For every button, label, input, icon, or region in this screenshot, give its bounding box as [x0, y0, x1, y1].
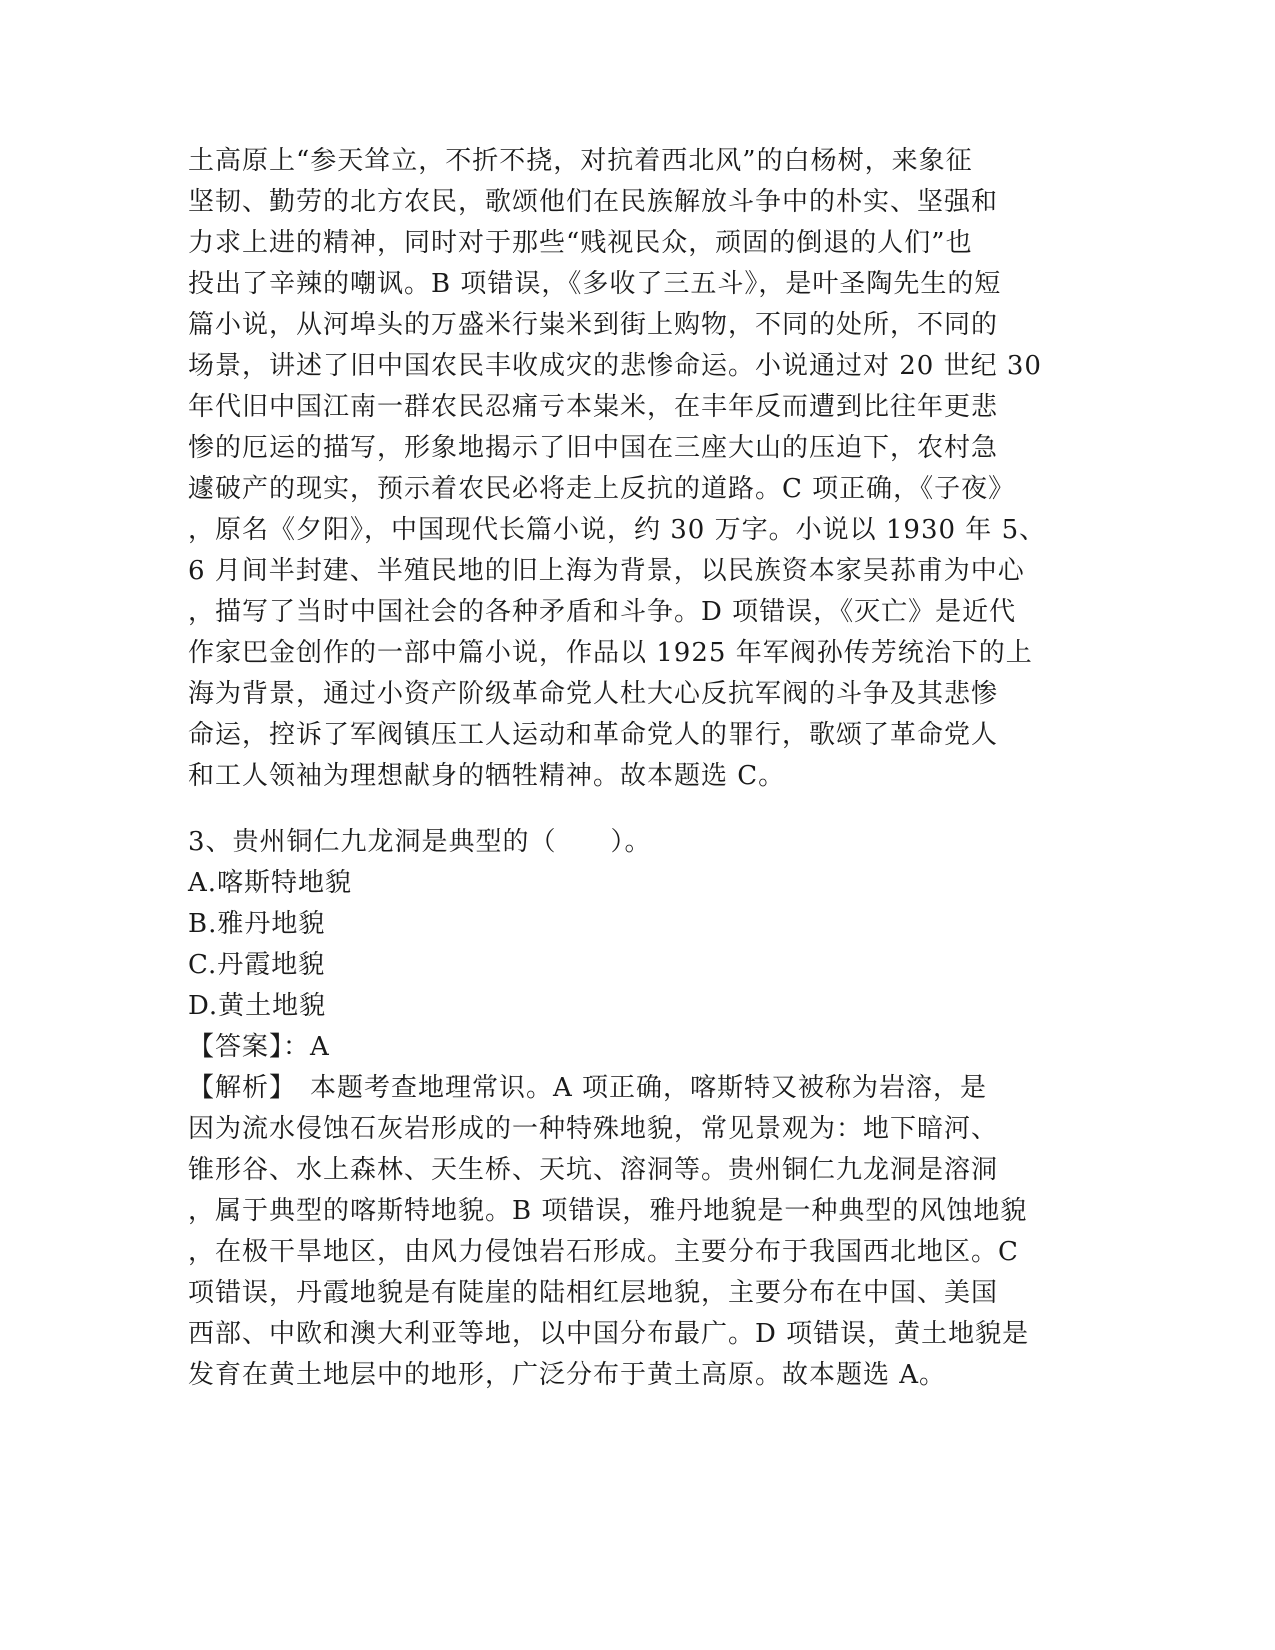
- option-d: D.黄土地貌: [188, 991, 327, 1021]
- answer-line: 【答案】：A: [188, 1032, 330, 1062]
- paragraph-line: 作家巴金创作的一部中篇小说，作品以 1925 年军阀孙传芳统治下的上: [188, 638, 1033, 668]
- question-stem: 3、贵州铜仁九龙洞是典型的（ ）。: [188, 827, 652, 857]
- analysis-line: 发育在黄土地层中的地形，广泛分布于黄土高原。故本题选 A。: [188, 1360, 947, 1390]
- paragraph-line: 年代旧中国江南一群农民忍痛亏本粜米，在丰年反而遭到比往年更悲: [188, 392, 999, 422]
- analysis-line: 因为流水侵蚀石灰岩形成的一种特殊地貌，常见景观为：地下暗河、: [188, 1114, 999, 1144]
- paragraph-line: 6 月间半封建、半殖民地的旧上海为背景，以民族资本家吴荪甫为中心: [188, 556, 1025, 586]
- analysis-line: ，在极干旱地区，由风力侵蚀岩石形成。主要分布于我国西北地区。C: [188, 1237, 1019, 1267]
- paragraph-line: 和工人领袖为理想献身的牺牲精神。故本题选 C。: [188, 761, 786, 791]
- paragraph-line: 篇小说，从河埠头的万盛米行粜米到街上购物，不同的处所，不同的: [188, 310, 999, 340]
- paragraph-line: 力求上进的精神，同时对于那些“贱视民众，顽固的倒退的人们”也: [188, 228, 973, 258]
- option-a: A.喀斯特地貌: [188, 868, 353, 898]
- analysis-line: 项错误，丹霞地貌是有陡崖的陆相红层地貌，主要分布在中国、美国: [188, 1278, 999, 1308]
- analysis-line: ，属于典型的喀斯特地貌。B 项错误，雅丹地貌是一种典型的风蚀地貌: [188, 1196, 1028, 1226]
- paragraph-line: 遽破产的现实，预示着农民必将走上反抗的道路。C 项正确，《子夜》: [188, 474, 1016, 504]
- analysis-line: 西部、中欧和澳大利亚等地，以中国分布最广。D 项错误，黄土地貌是: [188, 1319, 1030, 1349]
- analysis-line: 【解析】 本题考查地理常识。A 项正确，喀斯特又被称为岩溶，是: [188, 1073, 988, 1103]
- paragraph-line: ，描写了当时中国社会的各种矛盾和斗争。D 项错误，《灭亡》是近代: [188, 597, 1017, 627]
- option-b: B.雅丹地貌: [188, 909, 326, 939]
- paragraph-line: ，原名《夕阳》，中国现代长篇小说，约 30 万字。小说以 1930 年 5、: [188, 515, 1047, 545]
- paragraph-line: 海为背景，通过小资产阶级革命党人杜大心反抗军阀的斗争及其悲惨: [188, 679, 999, 709]
- option-c: C.丹霞地貌: [188, 950, 326, 980]
- paragraph-line: 坚韧、勤劳的北方农民，歌颂他们在民族解放斗争中的朴实、坚强和: [188, 187, 999, 217]
- paragraph-line: 命运，控诉了军阀镇压工人运动和革命党人的罪行，歌颂了革命党人: [188, 720, 999, 750]
- analysis-line: 锥形谷、水上森林、天生桥、天坑、溶洞等。贵州铜仁九龙洞是溶洞: [188, 1155, 999, 1185]
- paragraph-line: 土高原上“参天耸立，不折不挠，对抗着西北风”的白杨树，来象征: [188, 146, 973, 176]
- paragraph-line: 惨的厄运的描写，形象地揭示了旧中国在三座大山的压迫下，农村急: [188, 433, 999, 463]
- paragraph-line: 场景，讲述了旧中国农民丰收成灾的悲惨命运。小说通过对 20 世纪 30: [188, 351, 1042, 381]
- paragraph-line: 投出了辛辣的嘲讽。B 项错误，《多收了三五斗》，是叶圣陶先生的短: [188, 269, 1002, 299]
